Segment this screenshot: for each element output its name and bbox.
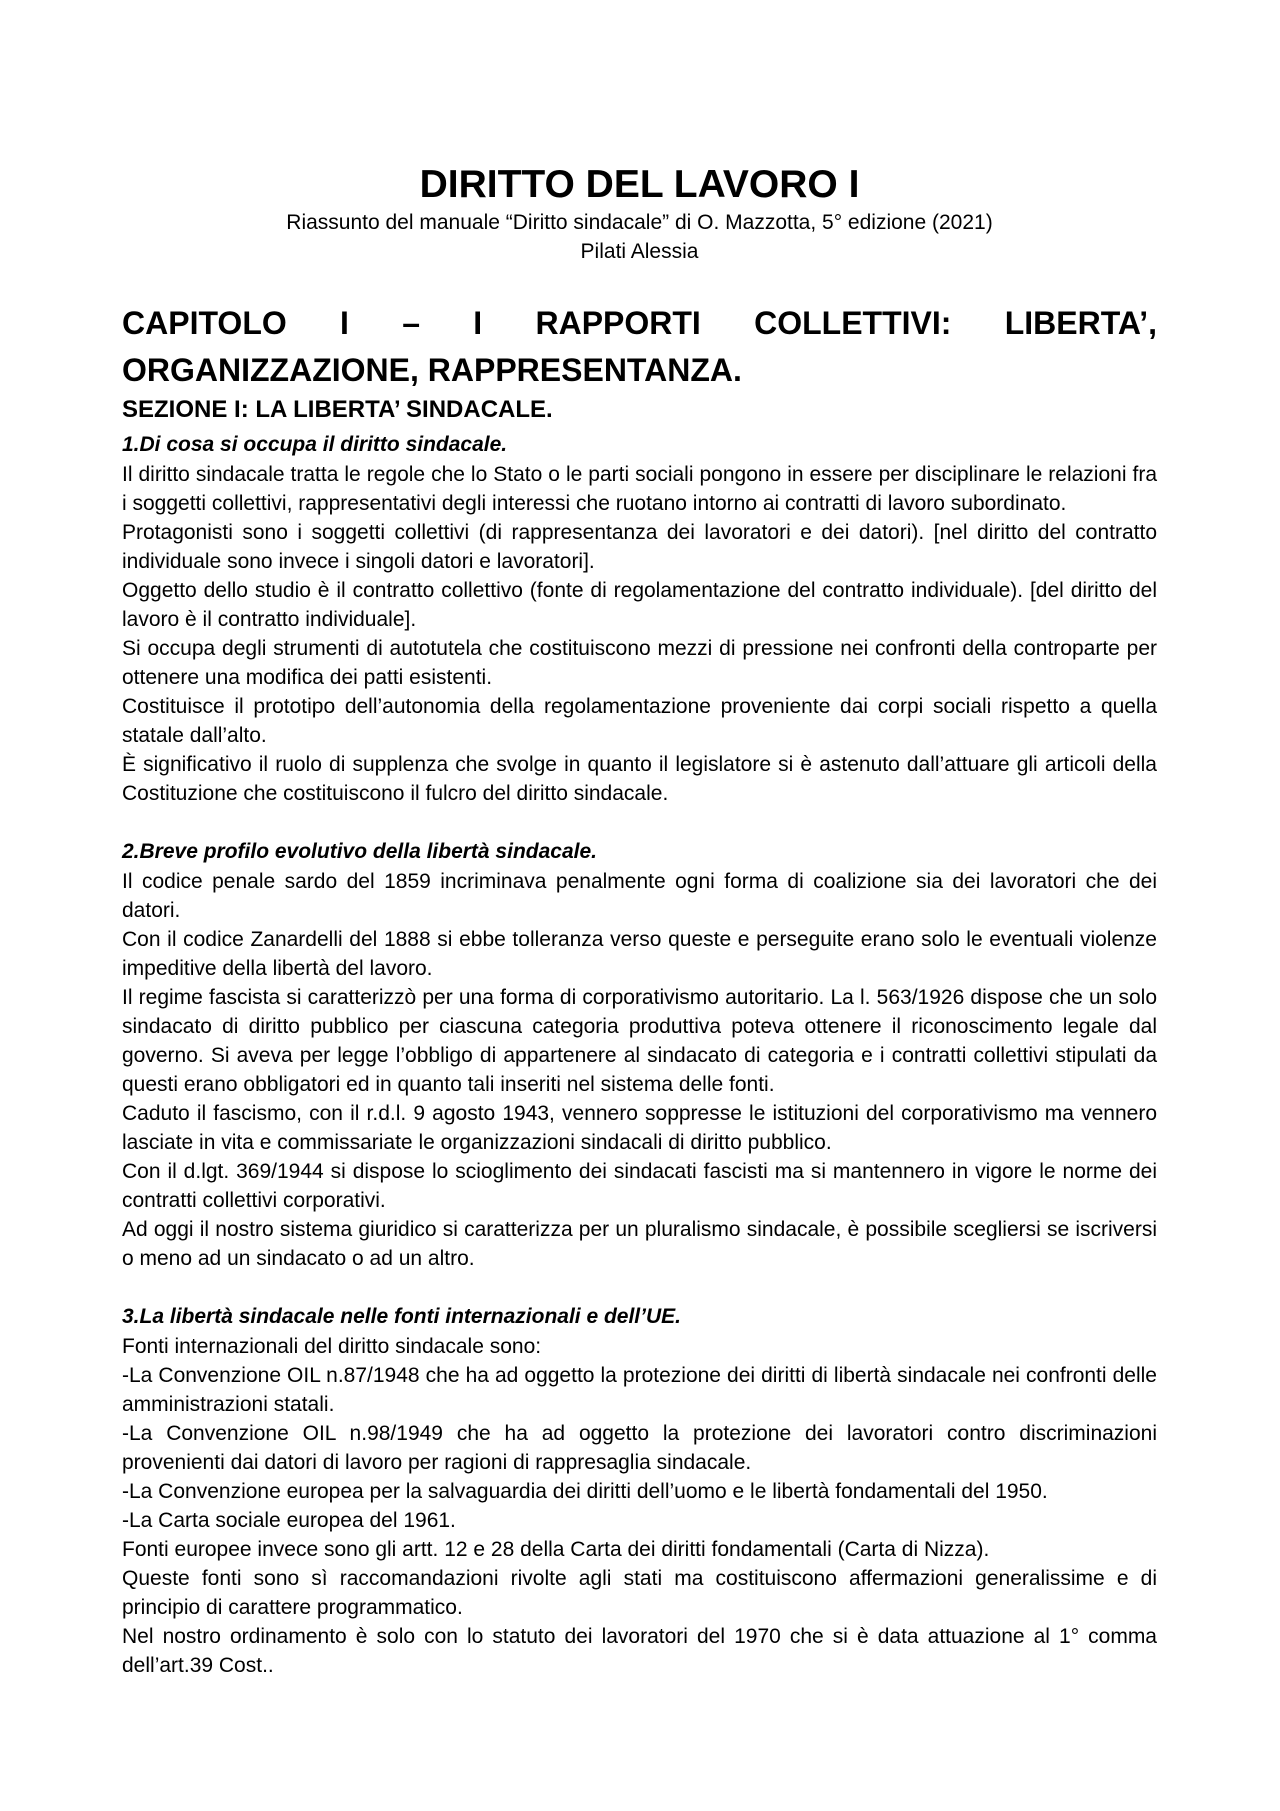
section-heading: SEZIONE I: LA LIBERTA’ SINDACALE. [122, 396, 553, 423]
paragraph: -La Convenzione OIL n.98/1949 che ha ad oggetto la protezione dei lavoratori contro discriminazioni provenienti dai datori di lavoro per ragioni di rappresaglia sindacale. [122, 1422, 1157, 1474]
subsection-heading: 1.Di cosa si occupa il diritto sindacale. [122, 433, 508, 456]
document-subtitle: Riassunto del manuale “Diritto sindacale” di O. Mazzotta, 5° edizione (2021) [286, 211, 993, 234]
paragraph: -La Carta sociale europea del 1961. [122, 1509, 456, 1532]
subsection-heading: 2.Breve profilo evolutivo della libertà sindacale. [122, 840, 597, 863]
paragraph: Il codice penale sardo del 1859 incriminava penalmente ogni forma di coalizione sia dei lavoratori che dei datori. [122, 870, 1157, 922]
paragraph: Ad oggi il nostro sistema giuridico si caratterizza per un pluralismo sindacale, è possibile scegliersi se iscriversi o meno ad un sindacato o ad un altro. [122, 1218, 1157, 1270]
document-title: DIRITTO DEL LAVORO I [419, 163, 860, 206]
paragraph: Queste fonti sono sì raccomandazioni rivolte agli stati ma costituiscono affermazioni generalissime e di principio di carattere programmatico. [122, 1567, 1157, 1619]
paragraph: Il regime fascista si caratterizzò per una forma di corporativismo autoritario. La l. 563/1926 dispose che un solo sindacato di diritto pubblico per ciascuna categoria produttiva poteva ottenere il riconoscimento legale dal governo. Si aveva per legge l’obbligo di appartenere al sindacato di categoria e i contratti collettivi stipulati da questi erano obbligatori ed in quanto tali inseriti nel sistema delle fonti. [122, 986, 1157, 1096]
author-name: Pilati Alessia [580, 240, 699, 263]
paragraph: È significativo il ruolo di supplenza che svolge in quanto il legislatore si è astenuto dall’attuare gli articoli della Costituzione che costituiscono il fulcro del diritto sindacale. [122, 753, 1157, 805]
paragraph: Costituisce il prototipo dell’autonomia della regolamentazione proveniente dai corpi sociali rispetto a quella statale dall’alto. [122, 695, 1157, 747]
chapter-heading: CAPITOLO I – I RAPPORTI COLLETTIVI: LIBERTA’, ORGANIZZAZIONE, RAPPRESENTANZA. [122, 305, 1157, 388]
paragraph: Fonti internazionali del diritto sindacale sono: [122, 1335, 542, 1358]
subsection [122, 837, 1157, 1273]
paragraph: Caduto il fascismo, con il r.d.l. 9 agosto 1943, vennero soppresse le istituzioni del corporativismo ma vennero lasciate in vita e commissariate le organizzazioni sindacali di diritto pubblico. [122, 1102, 1157, 1154]
subsection [122, 430, 1157, 808]
subsection-heading: 3.La libertà sindacale nelle fonti internazionali e dell’UE. [122, 1305, 681, 1328]
paragraph: Oggetto dello studio è il contratto collettivo (fonte di regolamentazione del contratto individuale). [del diritto del lavoro è il contratto individuale]. [122, 579, 1157, 631]
document-content [122, 162, 1157, 1680]
paragraph: -La Convenzione OIL n.87/1948 che ha ad oggetto la protezione dei diritti di libertà sindacale nei confronti delle amministrazioni statali. [122, 1364, 1157, 1416]
paragraph: Il diritto sindacale tratta le regole che lo Stato o le parti sociali pongono in essere per disciplinare le relazioni fra i soggetti collettivi, rappresentativi degli interessi che ruotano intorno ai contratti di lavoro subordinato. [122, 463, 1157, 515]
paragraph: Nel nostro ordinamento è solo con lo statuto dei lavoratori del 1970 che si è data attuazione al 1° comma dell’art.39 Cost.. [122, 1625, 1157, 1677]
paragraph: -La Convenzione europea per la salvaguardia dei diritti dell’uomo e le libertà fondamentali del 1950. [122, 1480, 1048, 1503]
paragraph: Con il codice Zanardelli del 1888 si ebbe tolleranza verso queste e perseguite erano solo le eventuali violenze impeditive della libertà del lavoro. [122, 928, 1157, 980]
paragraph: Protagonisti sono i soggetti collettivi (di rappresentanza dei lavoratori e dei datori). [nel diritto del contratto individuale sono invece i singoli datori e lavoratori]. [122, 521, 1157, 573]
paragraph: Si occupa degli strumenti di autotutela che costituiscono mezzi di pressione nei confronti della controparte per ottenere una modifica dei patti esistenti. [122, 637, 1157, 689]
paragraph: Fonti europee invece sono gli artt. 12 e 28 della Carta dei diritti fondamentali (Carta di Nizza). [122, 1538, 990, 1561]
subsection [122, 1302, 1157, 1680]
paragraph: Con il d.lgt. 369/1944 si dispose lo scioglimento dei sindacati fascisti ma si mantennero in vigore le norme dei contratti collettivi corporativi. [122, 1160, 1157, 1212]
subsections-container [122, 430, 1157, 1680]
